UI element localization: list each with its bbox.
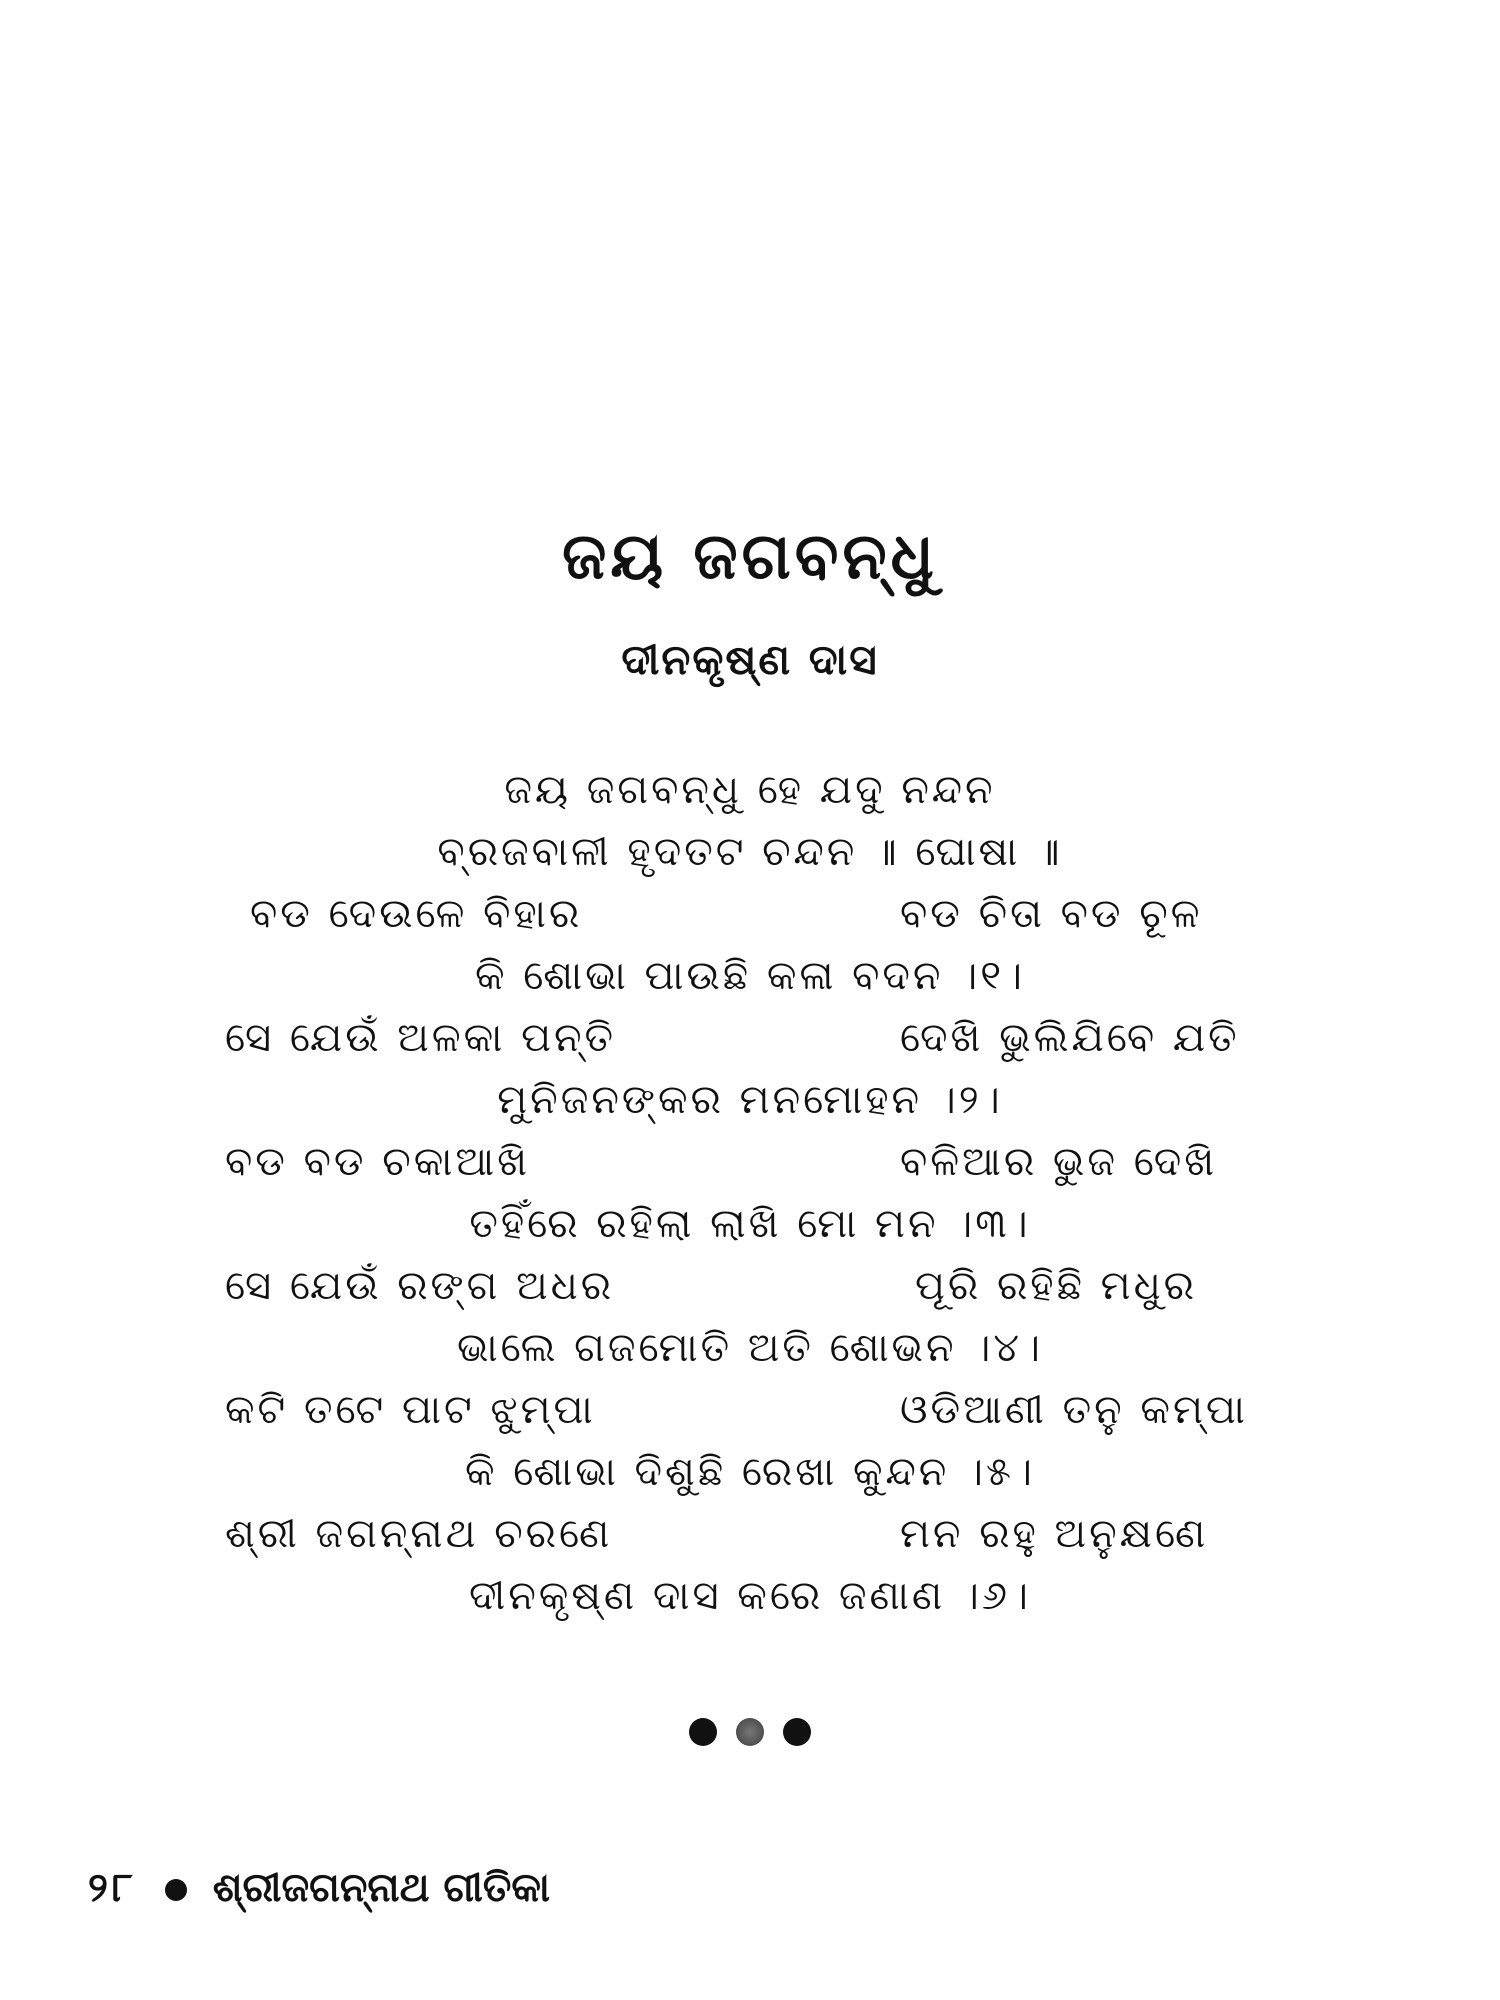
song-title: ଜୟ ଜଗବନ୍ଧୁ <box>562 520 938 594</box>
stanza-2-refrain <box>0 1070 1500 1130</box>
refrain-line-2 <box>0 822 1500 882</box>
stanza-4-left: ସେ ଯେଉଁ ରଙ୍ଗ ଅଧର <box>225 1263 615 1309</box>
ornament-dot-icon <box>736 1718 764 1746</box>
stanza-4-center: ଭାଲେ ଗଜମୋତି ଅତି ଶୋଭନ ।୪। <box>457 1325 1043 1371</box>
stanza-1-right: ବଡ ଚିତା ବଡ ଚୂଳ <box>900 891 1203 937</box>
stanza-5-right: ଓଡିଆଣୀ ତନୁ କମ୍ପା <box>900 1387 1248 1433</box>
stanza-6-right: ମନ ରହୁ ଅନୁକ୍ଷଣେ <box>900 1511 1209 1557</box>
stanza-2-couplet <box>0 1008 1500 1068</box>
refrain-text-1: ଜୟ ଜଗବନ୍ଧୁ ହେ ଯଦୁ ନନ୍ଦନ <box>504 767 996 813</box>
stanza-6-refrain <box>0 1566 1500 1626</box>
stanza-4-refrain <box>0 1318 1500 1378</box>
page-number: ୨୮ <box>88 1865 137 1911</box>
stanza-5-refrain <box>0 1442 1500 1502</box>
stanza-3-left: ବଡ ବଡ ଚକାଆଖି <box>225 1139 531 1185</box>
refrain-text-2: ବ୍ରଜବାଳୀ ହୃଦତଟ ଚନ୍ଦନ ॥ ଘୋଷା ॥ <box>437 829 1063 875</box>
stanza-5-center: କି ଶୋଭା ଦିଶୁଛି ରେଖା କୁନ୍ଦନ ।୫। <box>465 1449 1035 1495</box>
stanza-3-couplet <box>0 1132 1500 1192</box>
ornament-dot-icon <box>689 1718 717 1746</box>
stanza-6-center: ଦୀନକୃଷ୍ଣ ଦାସ କରେ ଜଣାଣ ।୬। <box>469 1573 1031 1619</box>
stanza-4-right: ପୂରି ରହିଛି ମଧୁର <box>915 1263 1197 1309</box>
refrain-line-1 <box>0 760 1500 820</box>
stanza-3-right: ବଳିଆର ଭୁଜ ଦେଖି <box>900 1139 1218 1185</box>
ornament-dot-icon <box>783 1718 811 1746</box>
stanza-2-center: ମୁନିଜନଙ୍କର ମନମୋହନ ।୨। <box>497 1077 1003 1123</box>
book-title: ଶ୍ରୀଜଗନ୍ନାଥ ଗୀତିକା <box>212 1865 551 1911</box>
stanza-4-couplet <box>0 1256 1500 1316</box>
stanza-5-couplet <box>0 1380 1500 1440</box>
stanza-6-left: ଶ୍ରୀ ଜଗନ୍ନାଥ ଚରଣେ <box>225 1511 613 1557</box>
stanza-6-couplet <box>0 1504 1500 1564</box>
stanza-3-refrain <box>0 1194 1500 1254</box>
end-ornament <box>0 1718 1500 1750</box>
stanza-1-left: ବଡ ଦେଉଳେ ବିହାର <box>250 891 583 937</box>
song-author: ଦୀନକୃଷ୍ଣ ଦାସ <box>621 635 879 684</box>
stanza-1-couplet <box>0 884 1500 944</box>
bullet-icon <box>165 1879 187 1901</box>
stanza-2-left: ସେ ଯେଉଁ ଅଳକା ପନ୍ତି <box>225 1015 617 1061</box>
stanza-1-refrain <box>0 946 1500 1006</box>
stanza-1-center: କି ଶୋଭା ପାଉଛି କଳା ବଦନ ।୧। <box>474 953 1026 999</box>
page-footer <box>88 1865 550 1911</box>
stanza-3-center: ତହିଁରେ ରହିଲା ଲାଖି ମୋ ମନ ।୩। <box>469 1201 1031 1247</box>
stanza-5-left: କଟି ତଟେ ପାଟ ଝୁମ୍ପା <box>225 1387 596 1433</box>
stanza-2-right: ଦେଖି ଭୁଲିଯିବେ ଯତି <box>900 1015 1240 1061</box>
